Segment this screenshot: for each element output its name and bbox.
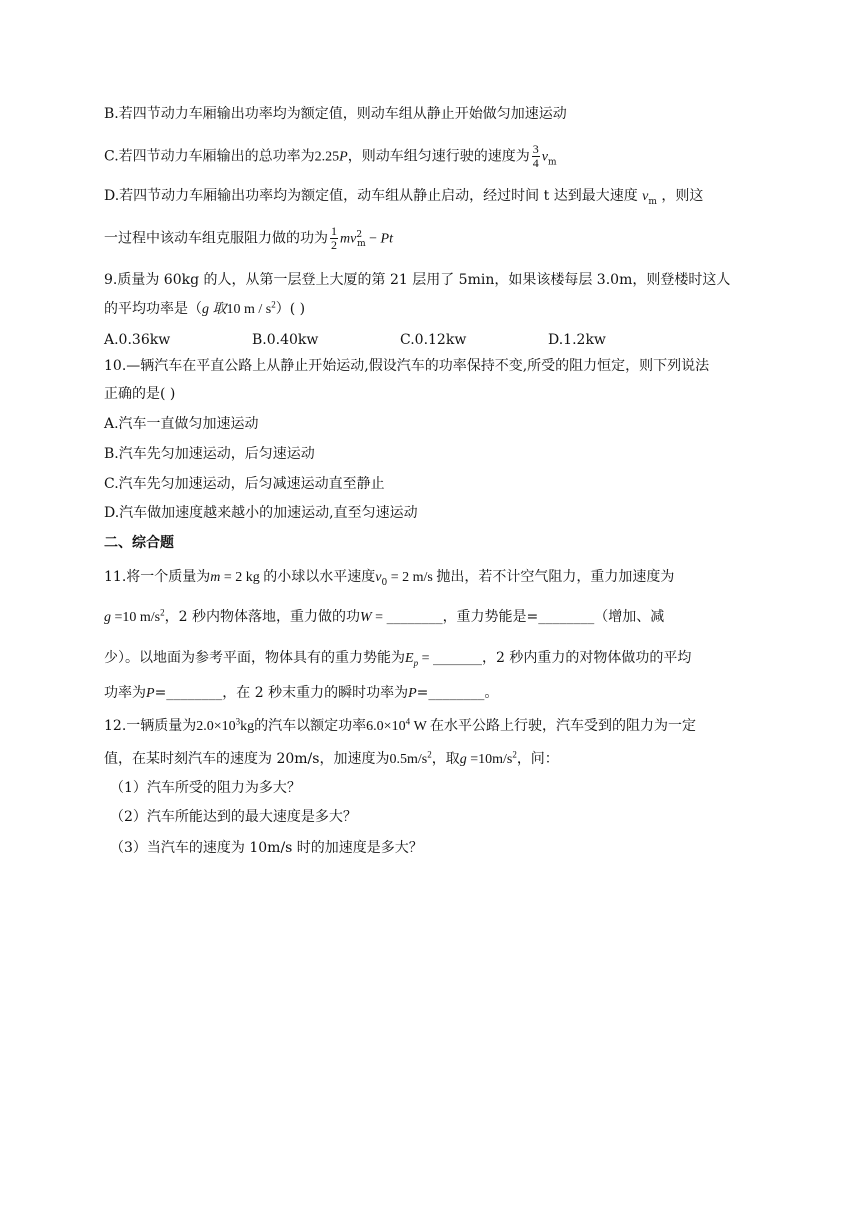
section-title-text: 二、综合题 bbox=[104, 535, 174, 551]
q10-stem-text2: 正确的是( ) bbox=[104, 386, 176, 402]
q12-sub2 bbox=[110, 807, 357, 827]
q8-option-c-mid: ，则动车组匀速行驶的速度为 bbox=[347, 148, 530, 165]
q11-text-8: 功率为 bbox=[104, 685, 146, 701]
fraction-three-quarters: $\frac{3}{4}$ bbox=[532, 142, 539, 170]
q9-g-label: g 取 bbox=[202, 302, 227, 317]
q9-option-b: B.0.40kw bbox=[252, 332, 319, 348]
q11-text-2: 的小球以水平速度 bbox=[263, 569, 376, 585]
q10-option-a bbox=[104, 414, 259, 434]
q12-text-3: 在水平公路上行驶，汽车受到的阻力为一定 bbox=[430, 718, 697, 734]
fraction-one-half: $\frac{1}{2}$ bbox=[331, 224, 337, 252]
q9-options bbox=[104, 330, 606, 350]
q11-line3: 少）。以地面为参考平面，物体具有的重力势能为$E_p$ = _______，2 秒内重力的对物体做功的平均 bbox=[104, 650, 692, 668]
q10-stem-line1 bbox=[104, 356, 709, 376]
q9-option-d: D.1.2kw bbox=[548, 332, 606, 348]
q8-option-b-text: B.若四节动力车厢输出功率均为额定值，则动车组从静止开始做匀加速运动 bbox=[104, 106, 567, 122]
section-title bbox=[104, 533, 174, 553]
q12-sub1 bbox=[110, 778, 301, 798]
q12-line1: 12.一辆质量为$2.0\times 10^3kg$的汽车以额定功率$6.0\times 10^4$ W 在水平公路上行驶，汽车受到的阻力为一定 bbox=[104, 716, 697, 734]
q11-text-7: _______，2 秒内重力的对物体做功的平均 bbox=[432, 650, 692, 666]
q9-stem-text: 9.质量为 60kg 的人，从第一层登上大厦的第 21 层用了 5min，如果该楼每层 3.0m，则登楼时这人 bbox=[104, 272, 731, 288]
q10-option-c bbox=[104, 474, 385, 494]
q8-option-d-end: ，则这 bbox=[661, 188, 704, 204]
q12-sub3 bbox=[110, 838, 423, 858]
q8-option-b bbox=[104, 104, 567, 124]
q9-option-a: A.0.36kw bbox=[104, 332, 171, 348]
q10-option-b bbox=[104, 444, 315, 464]
q9-option-c: C.0.12kw bbox=[400, 332, 467, 348]
q12-text-2: 的汽车以额定功率 bbox=[254, 718, 367, 734]
q8-option-d-text: D.若四节动力车厢输出功率均为额定值，动车组从静止启动，经过时间 t 达到最大速度 bbox=[104, 188, 638, 204]
q11-line4: 功率为P=________，在 2 秒末重力的瞬时功率为P=________。 bbox=[104, 685, 499, 701]
q11-text-9: ________，在 2 秒末重力的瞬时功率为 bbox=[166, 685, 409, 701]
q12-text-6: ，问： bbox=[516, 751, 559, 767]
q12-sub2-text: （2）汽车所能达到的最大速度是多大？ bbox=[110, 809, 357, 825]
q12-sub3-text: （3）当汽车的速度为 10m/s 时的加速度是多大？ bbox=[110, 840, 423, 856]
q10-stem-text: 10.—辆汽车在平直公路上从静止开始运动,假设汽车的功率保持不变,所受的阻力恒定，则下列说法 bbox=[104, 358, 710, 374]
q10-option-d bbox=[104, 503, 418, 523]
q8-option-d-line2: 一过程中该动车组克服阻力做的功为 $\frac{1}{2}$ $mv^2_m - Pt$ bbox=[104, 224, 393, 252]
q11-text-6: 少）。以地面为参考平面，物体具有的重力势能为 bbox=[104, 650, 405, 666]
q9-stem-suffix: ）( ) bbox=[275, 301, 306, 317]
q11-text-5: ________，重力势能是=________（增加、减 bbox=[386, 609, 665, 625]
q8-option-d-line2-text: 一过程中该动车组克服阻力做的功为 bbox=[104, 230, 328, 247]
q8-option-c-power: 2.25 bbox=[314, 149, 340, 165]
q10-option-b-text: B.汽车先匀加速运动，后匀速运动 bbox=[104, 446, 315, 462]
q12-text-4: 值，在某时刻汽车的速度为 20m/s，加速度为 bbox=[104, 751, 390, 767]
q12-text-5: ，取 bbox=[431, 751, 460, 767]
q9-stem-prefix: 的平均功率是（ bbox=[104, 301, 202, 317]
q12-sub1-text: （1）汽车所受的阻力为多大？ bbox=[110, 780, 301, 796]
q12-line2: 值，在某时刻汽车的速度为 20m/s，加速度为$0.5m/s^2$，取$g =10m/s^2$，问： bbox=[104, 749, 559, 767]
q8-option-c: C.若四节动力车厢输出的总功率为2.25P，则动车组匀速行驶的速度为 $\frac{3}{4}$ $v_m$ bbox=[104, 142, 557, 170]
q10-stem-line2 bbox=[104, 384, 175, 404]
q11-line2: g =10 $m/s^2$，2 秒内物体落地，重力做的功W = ________，重力势能是=________（增加、减 bbox=[104, 607, 665, 625]
q11-text-10: ________。 bbox=[428, 685, 499, 701]
q8-option-d-line1: D.若四节动力车厢输出功率均为额定值，动车组从静止启动，经过时间 t 达到最大速度 $v_m$ ，则这 bbox=[104, 188, 704, 207]
q11-line1: 11.将一个质量为m = 2 kg 的小球以水平速度$v_0 = 2$ m/s 抛出，若不计空气阻力，重力加速度为 bbox=[104, 569, 675, 588]
q11-text-1: 11.将一个质量为 bbox=[104, 569, 211, 585]
q10-option-a-text: A.汽车一直做匀加速运动 bbox=[104, 416, 259, 432]
q10-option-d-text: D.汽车做加速度越来越小的加速运动,直至匀速运动 bbox=[104, 505, 418, 521]
q9-stem-line1 bbox=[104, 270, 730, 290]
q8-option-c-prefix: C.若四节动力车厢输出的总功率为 bbox=[104, 148, 315, 165]
q11-text-3: 抛出，若不计空气阻力，重力加速度为 bbox=[436, 569, 675, 585]
q12-text-1: 12.一辆质量为 bbox=[104, 718, 197, 734]
q9-stem-line2: 的平均功率是（g 取10 m / $s^2$）( ) bbox=[104, 299, 306, 317]
q10-option-c-text: C.汽车先匀加速运动，后匀减速运动直至静止 bbox=[104, 476, 385, 492]
q11-text-4: ，2 秒内物体落地，重力做的功 bbox=[164, 609, 360, 625]
